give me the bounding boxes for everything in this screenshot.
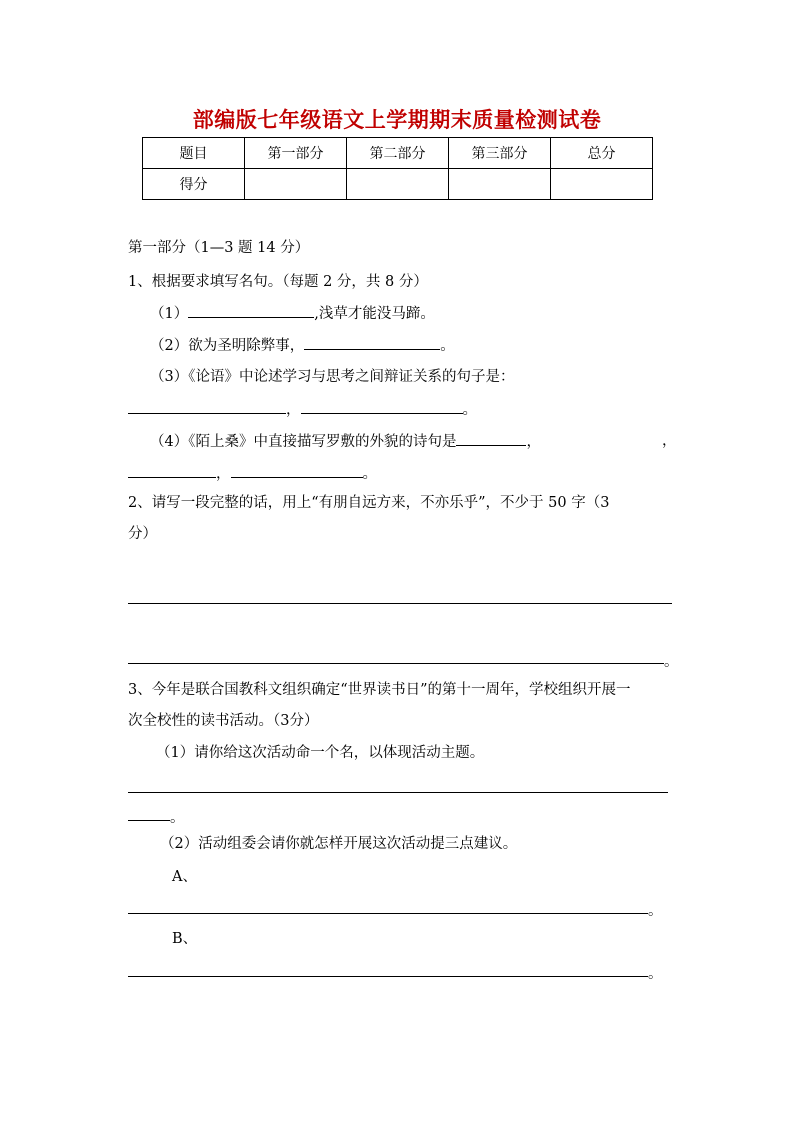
header-cell-part3: 第三部分 [449,138,551,169]
q1-part1-blank[interactable] [188,303,314,318]
q1-part4-comma2: ， [662,433,677,449]
q1-part4-text: （4）《陌上桑》中直接描写罗敷的外貌的诗句是 [150,434,457,450]
q1-part2 [150,335,455,356]
q3-part1-answer-line-2[interactable] [128,820,170,821]
score-table-score-row [143,169,653,200]
row-label-score: 得分 [143,169,245,200]
score-cell-part2[interactable] [347,169,449,200]
q3-part2: （2）活动组委会请你就怎样开展这次活动提三点建议。 [160,836,518,852]
q3-part1: （1）请你给这次活动命一个名，以体现活动主题。 [156,745,485,761]
q3-stem-line2: 次全校性的读书活动。（3分） [128,713,319,729]
q3-suggestion-a-end: 。 [648,903,663,919]
q3-suggestion-a-label: A、 [172,869,197,885]
q2-stem-line1: 2、请写一段完整的话，用上“有朋自远方来，不亦乐乎”，不少于 50 字（3 [128,495,610,511]
header-cell-part1: 第一部分 [245,138,347,169]
header-cell-total: 总分 [551,138,653,169]
q3-suggestion-b-end: 。 [648,966,663,982]
score-cell-total[interactable] [551,169,653,200]
score-cell-part1[interactable] [245,169,347,200]
q1-part3-blank-b[interactable] [301,399,463,414]
q3-part1-answer-line[interactable] [128,792,668,793]
section1-heading: 第一部分（1—3 题 14 分） [128,240,310,256]
q1-part1-text: ,浅草才能没马蹄。 [314,306,435,322]
exam-title: 部编版七年级语文上学期期末质量检测试卷 [192,107,602,132]
q1-part4-end: 。 [362,466,377,482]
score-cell-part3[interactable] [449,169,551,200]
q3-part1-end-mark: 。 [170,810,185,826]
q2-end-mark: 。 [664,654,679,670]
q3-suggestion-a-line[interactable] [128,913,648,914]
q1-part4-blank-a[interactable] [456,431,526,446]
q1-part2-text: （2）欲为圣明除弊事， [150,338,305,354]
q1-part4-blank-b[interactable] [128,463,216,478]
q2-answer-line-1[interactable] [128,603,672,604]
q1-part4 [150,431,541,452]
q1-part4-comma: ， [526,434,541,450]
q1-part3-answer [128,399,477,420]
header-cell-topic: 题目 [143,138,245,169]
q3-suggestion-b-label: B、 [172,931,198,947]
q1-part1 [150,303,435,324]
score-table [142,137,653,200]
q1-part1-number: （1） [150,306,189,322]
q1-stem: 1、根据要求填写名句。（每题 2 分，共 8 分） [128,274,428,290]
q1-part4-answer [128,463,377,484]
q1-part2-end: 。 [440,338,455,354]
q1-part3-sep: ， [286,402,301,418]
q1-part4-sep: ， [216,466,231,482]
score-table-header-row [143,138,653,169]
q1-part4-blank-c[interactable] [231,463,363,478]
q1-part2-blank[interactable] [304,335,440,350]
header-cell-part2: 第二部分 [347,138,449,169]
q2-stem-line2: 分） [128,526,157,542]
q1-part3-blank-a[interactable] [128,399,286,414]
q3-suggestion-b-line[interactable] [128,976,648,977]
q1-part3-end: 。 [462,402,477,418]
q3-stem-line1: 3、今年是联合国教科文组织确定“世界读书日”的第十一周年，学校组织开展一 [128,682,631,698]
q2-answer-line-2[interactable] [128,663,664,664]
q1-part3: （3）《论语》中论述学习与思考之间辩证关系的句子是： [150,369,515,385]
